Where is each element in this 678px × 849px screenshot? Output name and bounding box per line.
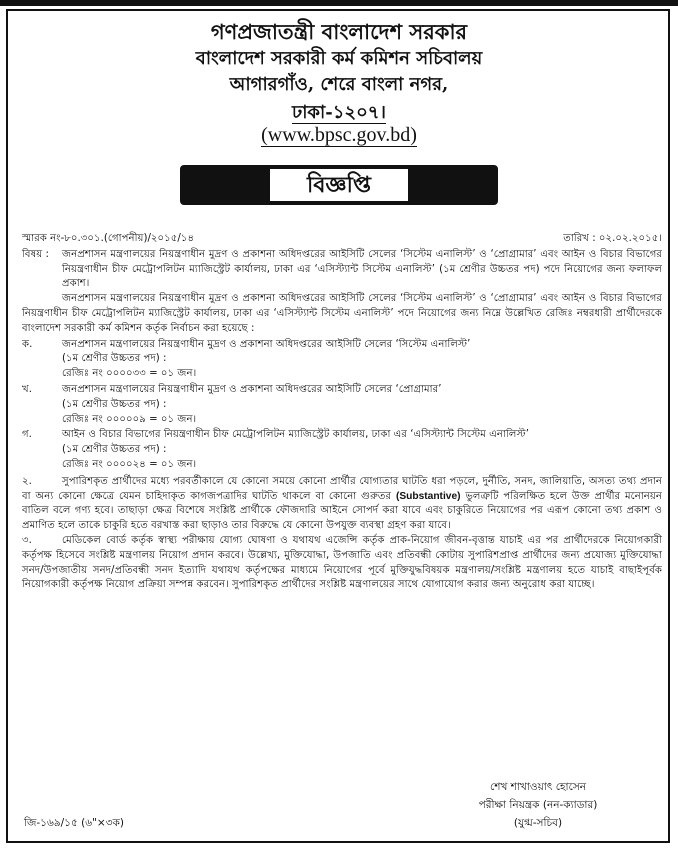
memo-number: স্মারক নং-৮০.৩০১.(গোপনীয়)/২০১৫/১৪ <box>22 233 195 244</box>
city-text: ঢাকা-১২০৭। <box>292 102 386 123</box>
banner-title: বিজ্ঞপ্তি <box>270 169 408 201</box>
website-line <box>0 124 678 147</box>
govt-title: গণপ্রজাতন্ত্রী বাংলাদেশ সরকার <box>210 19 468 44</box>
footer-reference: জি-১৬৯/১৫ (৬"×৩ক) <box>24 817 124 829</box>
item-reg: রেজিঃ নং ০০০০২৪ = ০১ জন। <box>62 458 197 470</box>
website-text: (www.bpsc.gov.bd) <box>261 124 417 146</box>
list-item <box>22 338 662 382</box>
address-line: আগারগাঁও, শেরে বাংলা নগর, <box>229 74 449 95</box>
para3-number: ৩. <box>22 534 32 546</box>
top-rule <box>0 0 678 6</box>
para3-text: মেডিকেল বোর্ড কর্তৃক স্বাস্থ্য পরীক্ষায় যোগ্য ঘোষণা ও যথাযথ এজেন্সি কর্তৃক প্রাক-নিয়োগ জীবন-বৃত্তান্ত যাচাই এর পর প্রার্থীদেরকে নিয়োগকারী কর্তৃপক্ষ হিসেবে সংশ্লিষ্ট মন্ত্রণালয় নিয়োগ প্রদান করবে। উল্লেখ্য, মুক্তিযোদ্ধা, উপজাতি এবং প্রতিবন্ধী কোটায় সুপারিশপ্রাপ্ত প্রার্থীদের জন্য প্রযোজ্য মুক্তিযোদ্ধা সনদ/উপজাতীয় সনদ/প্রতিবন্ধী সনদ ইত্যাদি যথাযথ কর্তৃপক্ষের মাধ্যমে নিয়োগের পূর্বে মুক্তিযুদ্ধবিষয়ক মন্ত্রণালয়/সংশ্লিষ্ট মন্ত্রণালয় হতে যাচাই বাছাইপূর্বক নিয়োগকারী কর্তৃপক্ষ নিয়োগ প্রক্রিয়া সম্পন্ন করবেন। সুপারিশকৃত প্রার্থীদের সংশ্লিষ্ট মন্ত্রণালয়ের সাথে যোগাযোগ করার জন্য অনুরোধ করা যাচ্ছে। <box>22 534 662 591</box>
signatory-rank: (যুগ্ম-সচিব) <box>513 817 563 829</box>
item-label: ক. <box>22 338 33 350</box>
item-label: খ. <box>22 383 32 395</box>
subject-text: জনপ্রশাসন মন্ত্রণালয়ের নিয়ন্ত্রণাধীন মুদ্রণ ও প্রকাশনা অধিদপ্তরের আইসিটি সেলের ‘সিস্টেম এনালিস্ট’ ও ‘প্রোগ্রামার’ এবং আইন ও বিচার বিভাগের নিয়ন্ত্রণাধীন চীফ মেট্রোপলিটন ম্যাজিস্ট্রেট কার্যালয়, ঢাকা এর ‘এসিস্ট্যান্ট সিস্টেম এনালিস্ট’ (১ম শ্রেণীর উচ্চতর পদ) পদে নিয়োগের জন্য ফলাফল প্রকাশ। <box>62 248 662 290</box>
commission-title: বাংলাদেশ সরকারী কর্ম কমিশন সচিবালয় <box>195 48 483 69</box>
item-title: আইন ও বিচার বিভাগের নিয়ন্ত্রণাধীন চীফ মেট্রোপলিটন ম্যাজিস্ট্রেট কার্যালয়, ঢাকা এর ‘এসিস্ট্যান্ট সিস্টেম এনালিস্ট’ <box>62 429 529 441</box>
item-title: জনপ্রশাসন মন্ত্রণালয়ের নিয়ন্ত্রণাধীন মুদ্রণ ও প্রকাশনা অধিদপ্তরের আইসিটি সেলের ‘সিস্টেম এনালিস্ট’ <box>62 338 471 350</box>
item-title: জনপ্রশাসন মন্ত্রণালয়ের নিয়ন্ত্রণাধীন মুদ্রণ ও প্রকাশনা অধিদপ্তরের আইসিটি সেলের ‘প্রোগ্রামার’ <box>62 383 442 395</box>
signatory-designation: পরীক্ষা নিয়ন্ত্রক (নন-ক্যাডার) <box>478 799 598 811</box>
subject-label: বিষয় : <box>22 248 49 260</box>
item-grade: (১ম শ্রেণীর উচ্চতর পদ) : <box>62 398 167 410</box>
memo-date: তারিখ : ০২.০২.২০১৫। <box>563 233 662 244</box>
memo-row <box>22 232 662 247</box>
signatory-name: শেখ শাখাওয়াৎ হোসেন <box>489 781 587 793</box>
paragraph-2 <box>22 475 662 534</box>
para2-number: ২. <box>22 475 32 487</box>
item-label: গ. <box>22 429 32 441</box>
list-item <box>22 428 662 472</box>
notice-banner <box>180 165 498 205</box>
item-grade: (১ম শ্রেণীর উচ্চতর পদ) : <box>62 353 167 365</box>
item-reg: রেজিঃ নং ০০০০০৯ = ০১ জন। <box>62 413 197 425</box>
notice-body <box>22 232 662 593</box>
para2-text-b: ভুলত্রুটি পরিলক্ষিত হলে উক্ত প্রার্থীর মনোনয়ন বাতিল বলে গণ্য হবে। তাছাড়া ক্ষেত্র বিশেষে সংশ্লিষ্ট প্রার্থীকে ফৌজদারি আইনে সোপর্দ করা যাবে এবং চাকুরিতে নিয়োগের পর এরূপ কোনো তথ্য প্রকাশ ও প্রমাণিত হলে তাকে চাকুরি হতে বরখাস্ত করা ছাড়াও তার বিরুদ্ধে যে কোনো উপযুক্ত ব্যবস্থা গ্রহণ করা যাবে। <box>22 490 662 532</box>
item-reg: রেজিঃ নং ০০০০৩৩ = ০১ জন। <box>62 368 197 380</box>
para2-text-a: সুপারিশকৃত প্রার্থীদের মধ্যে পরবর্তীকালে যে কোনো সময়ে কোনো প্রার্থীর যোগ্যতার ঘাটতি ধরা পড়লে, দুর্নীতি, সনদ, জালিয়াতি, অসত্য তথ্য প্রদান বা অন্য কোনো ক্ষেত্রে যেমন চাহিদাকৃত কাগজপত্রাদির ঘাটতি থাকলে বা কোনো গুরুতর <box>22 475 662 502</box>
substantive-term: (Substantive) <box>395 490 461 502</box>
intro-paragraph: জনপ্রশাসন মন্ত্রণালয়ের নিয়ন্ত্রণাধীন মুদ্রণ ও প্রকাশনা অধিদপ্তরের আইসিটি সেলের ‘সিস্টেম এনালিস্ট’ ও ‘প্রোগ্রামার’ এবং আইন ও বিচার বিভাগের নিয়ন্ত্রণাধীন চীফ মেট্রোপলিটন ম্যাজিস্ট্রেট কার্যালয়, ঢাকা এর ‘এসিস্ট্যান্ট সিস্টেম এনালিস্ট’ পদে নিয়োগের জন্য নিম্নে উল্লেখিত রেজিঃ নম্বরধারী প্রার্থীদেরকে বাংলাদেশ সরকারী কর্ম কমিশন কর্তৃক নির্বাচন করা হয়েছে : <box>22 293 662 334</box>
list-item <box>22 383 662 427</box>
item-grade: (১ম শ্রেণীর উচ্চতর পদ) : <box>62 444 167 456</box>
subject-block <box>22 248 662 292</box>
paragraph-3 <box>22 534 662 593</box>
